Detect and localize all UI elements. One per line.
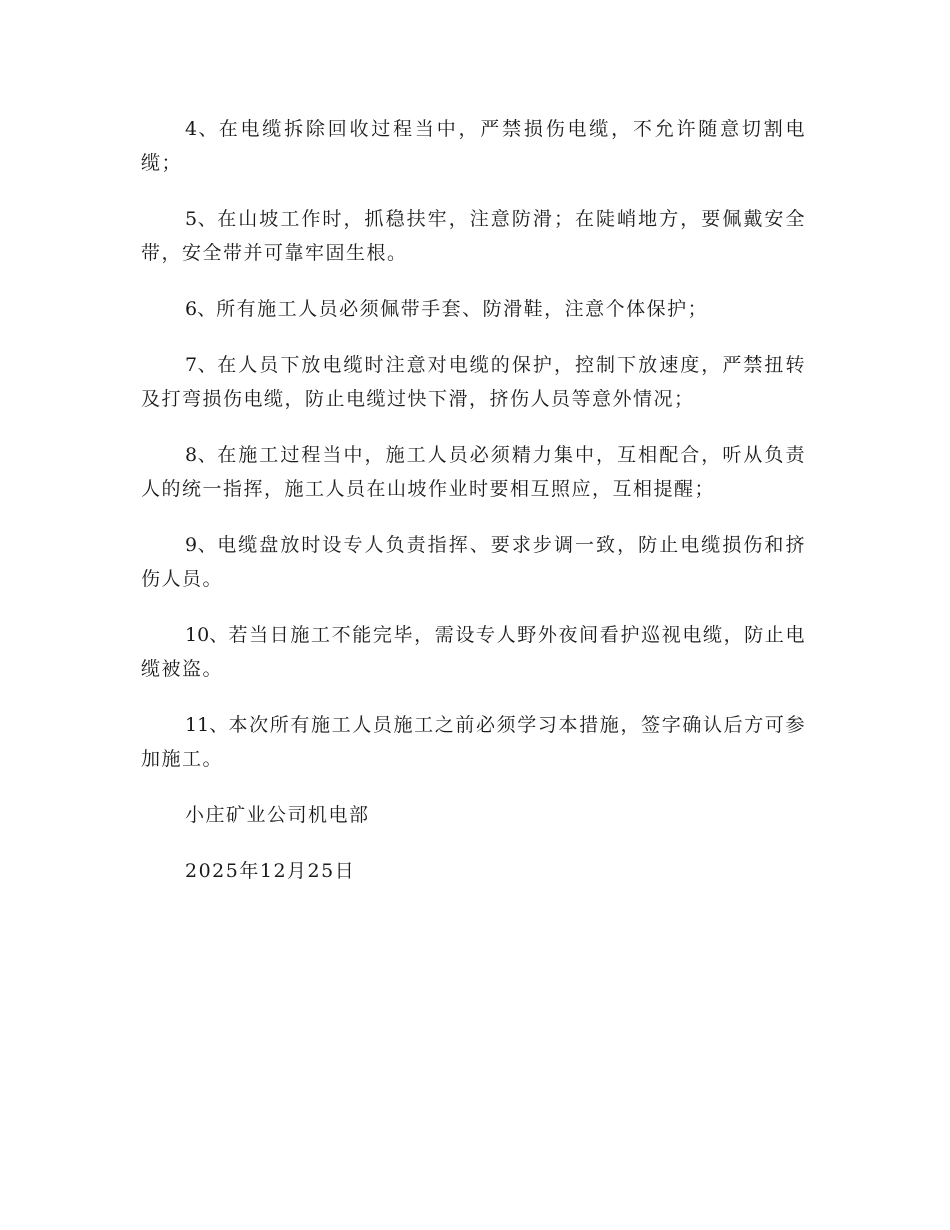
- list-item: [141, 528, 806, 596]
- item-number: 6、: [185, 298, 217, 320]
- list-item: [141, 202, 806, 270]
- item-number: 11、: [185, 714, 229, 736]
- item-text: 所有施工人员必须佩带手套、防滑鞋，注意个体保护；: [216, 298, 709, 320]
- item-text: 在电缆拆除回收过程当中，严禁损伤电缆，不允许随意切割电缆；: [141, 118, 806, 174]
- item-text: 在人员下放电缆时注意对电缆的保护，控制下放速度，严禁扭转及打弯损伤电缆，防止电缆过快下滑，挤伤人员等意外情况；: [141, 354, 806, 410]
- item-number: 4、: [185, 118, 219, 140]
- item-number: 5、: [185, 208, 218, 230]
- item-text: 电缆盘放时设专人负责指挥、要求步调一致，防止电缆损伤和挤伤人员。: [141, 534, 806, 590]
- item-number: 8、: [185, 444, 218, 466]
- document-body: [141, 112, 806, 910]
- list-item: [141, 292, 806, 326]
- signature-date: 2025年12月25日: [185, 860, 356, 882]
- item-text: 本次所有施工人员施工之前必须学习本措施，签字确认后方可参加施工。: [141, 714, 806, 770]
- item-text: 若当日施工不能完毕，需设专人野外夜间看护巡视电缆，防止电缆被盗。: [141, 624, 806, 680]
- list-item: [141, 708, 806, 776]
- list-item: [141, 618, 806, 686]
- item-number: 7、: [185, 354, 218, 376]
- item-number: 9、: [185, 534, 218, 556]
- list-item: [141, 438, 806, 506]
- signature-org: 小庄矿业公司机电部: [185, 804, 370, 826]
- list-item: [141, 112, 806, 180]
- item-text: 在施工过程当中，施工人员必须精力集中，互相配合，听从负责人的统一指挥，施工人员在山坡作业时要相互照应，互相提醒；: [141, 444, 806, 500]
- list-item: [141, 348, 806, 416]
- item-text: 在山坡工作时，抓稳扶牢，注意防滑；在陡峭地方，要佩戴安全带，安全带并可靠牢固生根。: [141, 208, 806, 264]
- item-number: 10、: [185, 624, 229, 646]
